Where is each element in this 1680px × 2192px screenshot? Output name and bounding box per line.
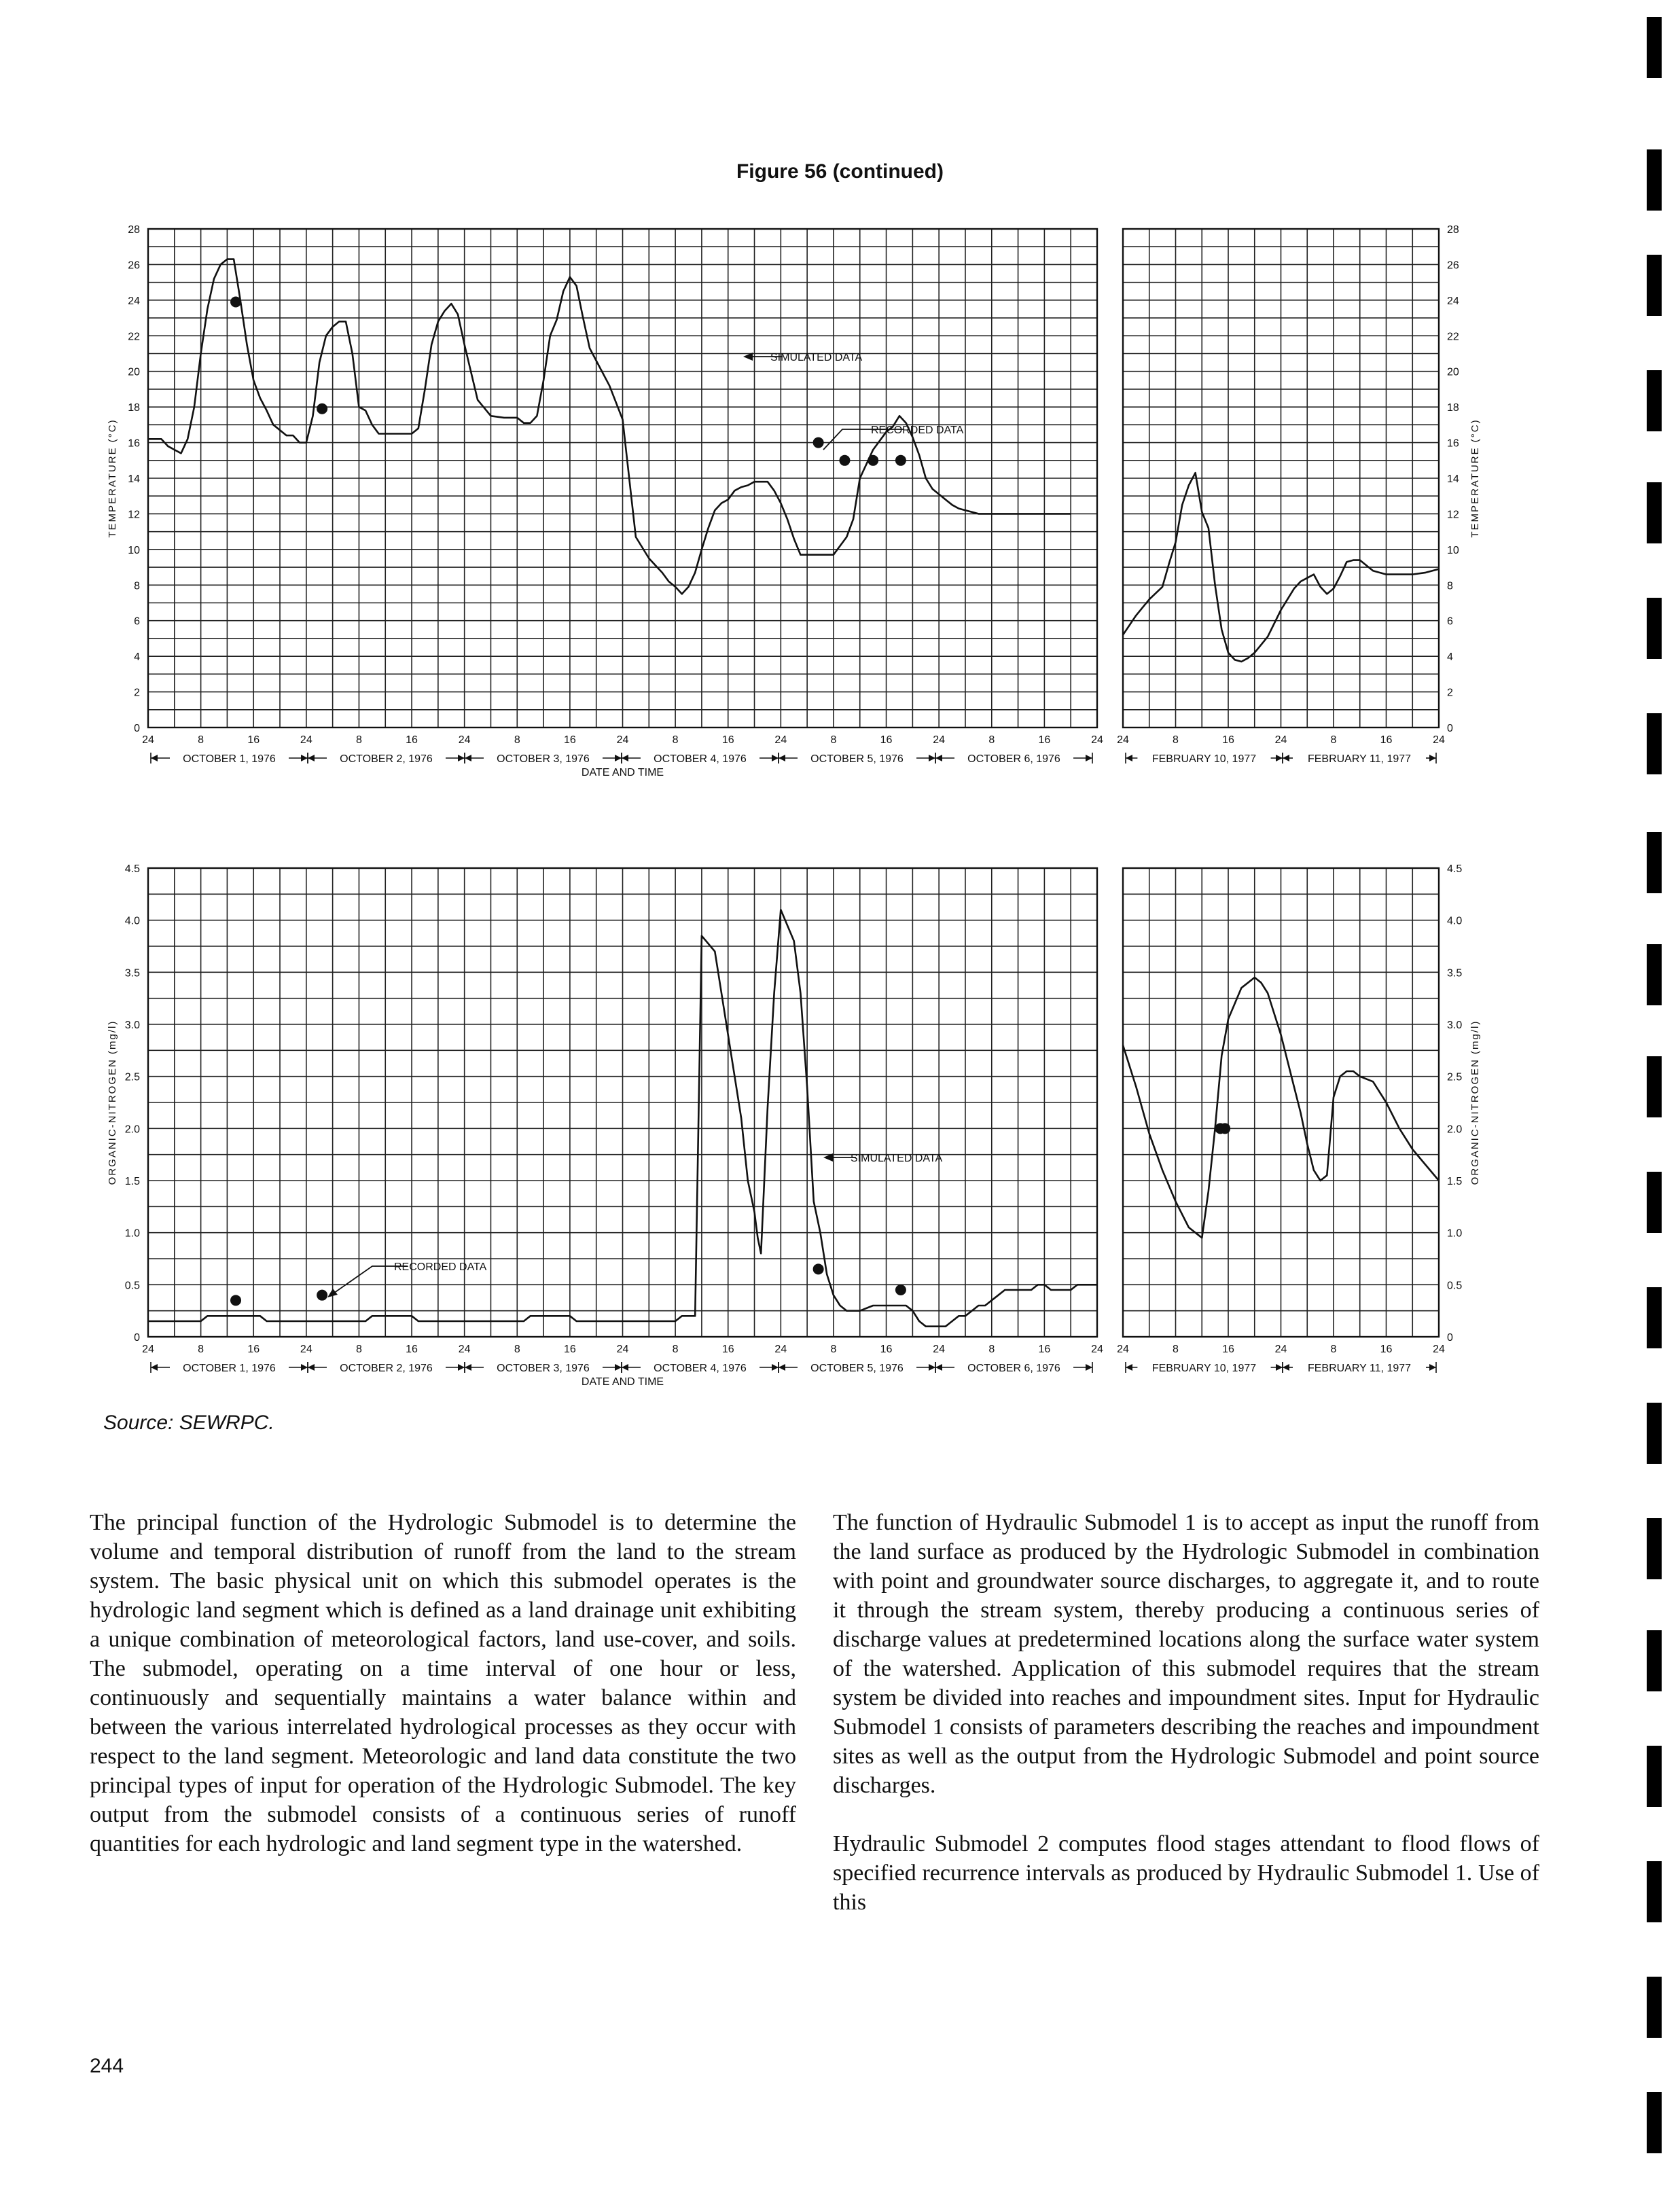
date-span-label: FEBRUARY 11, 1977 <box>1307 1363 1412 1374</box>
nitrogen-october-chart <box>107 863 1103 1388</box>
y-tick-label: 6 <box>134 615 140 628</box>
x-tick-label: 24 <box>616 1344 629 1355</box>
y-tick-label: 4.0 <box>124 915 140 927</box>
date-span-arrow <box>458 1364 465 1371</box>
date-span-label: OCTOBER 5, 1976 <box>810 1363 904 1374</box>
registration-mark <box>1647 1746 1662 1807</box>
y-tick-label: 12 <box>128 509 140 521</box>
x-tick-label: 24 <box>142 734 154 746</box>
date-span-arrow <box>935 755 942 761</box>
registration-mark <box>1647 598 1662 659</box>
date-span-arrow <box>1086 1364 1092 1371</box>
y-tick-label: 2.0 <box>124 1124 140 1136</box>
registration-mark <box>1647 1518 1662 1579</box>
x-tick-label: 8 <box>1330 1344 1337 1355</box>
date-span-arrow <box>1126 1364 1132 1371</box>
registration-mark <box>1647 482 1662 543</box>
x-tick-label: 24 <box>458 734 471 746</box>
x-tick-label: 16 <box>563 1344 576 1355</box>
date-span-arrow <box>1429 1364 1436 1371</box>
y-tick-label: 4.5 <box>1447 863 1463 875</box>
registration-mark <box>1647 1287 1662 1348</box>
date-span-arrow <box>301 1364 308 1371</box>
x-tick-label: 24 <box>1091 1344 1103 1355</box>
x-tick-label: 8 <box>1330 734 1337 746</box>
date-span-arrow <box>1283 1364 1289 1371</box>
y-tick-label: 0 <box>1447 723 1453 734</box>
x-tick-label: 16 <box>406 734 418 746</box>
x-tick-label: 8 <box>672 1344 679 1355</box>
x-tick-label: 16 <box>406 1344 418 1355</box>
recorded-data-point <box>813 437 824 448</box>
date-span-arrow <box>779 1364 785 1371</box>
x-tick-label: 24 <box>1433 734 1445 746</box>
date-span-label: OCTOBER 3, 1976 <box>497 1363 590 1374</box>
x-tick-label: 8 <box>1173 1344 1179 1355</box>
y-tick-label: 2 <box>134 687 140 699</box>
y-tick-label: 8 <box>134 580 140 592</box>
annotation-simulated: SIMULATED DATA <box>851 1153 943 1164</box>
date-span-arrow <box>151 1364 158 1371</box>
x-tick-label: 24 <box>300 734 312 746</box>
recorded-data-point <box>868 455 878 466</box>
y-tick-label: 2.0 <box>1447 1124 1463 1136</box>
x-axis-label: DATE AND TIME <box>581 767 664 778</box>
date-span-arrow <box>308 1364 315 1371</box>
y-tick-label: 4 <box>134 651 140 664</box>
registration-mark <box>1647 255 1662 316</box>
y-tick-label: 16 <box>128 437 140 450</box>
recorded-data-point <box>230 296 241 307</box>
x-axis-label: DATE AND TIME <box>581 1376 664 1388</box>
paragraph-hydrologic-submodel: The principal function of the Hydrologic Submodel is to determine the volume and temporal distribution of runoff from the land to the stream system. The basic physical unit on which this submodel operates is the hydrologic land segment which is defined as a land drainage unit exhibiting a unique combination of meteorological factors, land use-cover, and soils. The submodel, operating on a time interval of one hour or less, continuously and sequentially maintains a water balance within and between the various interrelated hydrological processes as they occur with respect to the land segment. Meteorologic and land data constitute the two principal types of input for operation of the Hydrologic Submodel. The key output from the submodel consists of a continuous series of runoff quantities for each hydrologic and land segment type in the watershed. <box>90 1510 796 1856</box>
date-span-arrow <box>772 1364 779 1371</box>
date-span-arrow <box>1429 755 1436 761</box>
y-tick-label: 3.0 <box>124 1020 140 1031</box>
y-tick-label: 6 <box>1447 615 1453 628</box>
y-tick-label: 28 <box>128 224 140 236</box>
registration-mark <box>1647 370 1662 431</box>
y-tick-label: 10 <box>1447 544 1459 556</box>
date-span-arrow <box>1086 755 1092 761</box>
y-tick-label: 20 <box>128 366 140 378</box>
y-tick-label: 2.5 <box>1447 1071 1463 1083</box>
x-tick-label: 16 <box>721 1344 734 1355</box>
x-tick-label: 24 <box>1433 1344 1445 1355</box>
date-span-label: OCTOBER 4, 1976 <box>654 1363 747 1374</box>
y-axis-label: ORGANIC-NITROGEN (mg/l) <box>1469 1020 1481 1185</box>
body-right-column <box>833 1508 1539 1946</box>
annotation-recorded: RECORDED DATA <box>871 425 964 436</box>
y-tick-label: 1.0 <box>1447 1227 1463 1240</box>
chart-grid <box>148 868 1097 1337</box>
y-tick-label: 4.0 <box>1447 915 1463 927</box>
recorded-data-point <box>895 455 906 466</box>
registration-mark <box>1647 1172 1662 1233</box>
recorded-data-point <box>317 1290 327 1301</box>
y-tick-label: 2.5 <box>124 1071 140 1083</box>
x-tick-label: 24 <box>933 734 946 746</box>
y-tick-label: 26 <box>1447 259 1459 272</box>
y-tick-label: 14 <box>1447 473 1459 485</box>
date-span-arrow <box>622 1364 628 1371</box>
x-tick-label: 8 <box>1173 734 1179 746</box>
y-tick-label: 18 <box>1447 402 1459 414</box>
x-tick-label: 16 <box>1380 734 1393 746</box>
x-tick-label: 24 <box>1117 1344 1129 1355</box>
y-tick-label: 0 <box>1447 1332 1453 1344</box>
y-tick-label: 4.5 <box>124 863 140 875</box>
recorded-data-point <box>895 1284 906 1295</box>
chart-grid <box>148 229 1097 727</box>
date-span-arrow <box>1276 1364 1283 1371</box>
chart-grid <box>1123 868 1439 1337</box>
date-span-arrow <box>1283 755 1289 761</box>
x-tick-label: 24 <box>300 1344 312 1355</box>
y-tick-label: 2 <box>1447 687 1453 699</box>
y-tick-label: 0.5 <box>1447 1280 1463 1292</box>
recorded-data-point <box>317 403 327 414</box>
y-tick-label: 20 <box>1447 366 1459 378</box>
x-tick-label: 16 <box>880 734 893 746</box>
recorded-data-point <box>230 1295 241 1306</box>
date-span-arrow <box>1276 755 1283 761</box>
recorded-data-point <box>839 455 850 466</box>
x-tick-label: 24 <box>1117 734 1129 746</box>
date-span-arrow <box>151 755 158 761</box>
paragraph-hydraulic-submodel-1: The function of Hydraulic Submodel 1 is to accept as input the runoff from the land surface as produced by the Hydrologic Submodel in combination with point and groundwater source discharges, to aggregate it, and to route it through the stream system, thereby producing a continuous series of discharge values at predetermined locations along the surface water system of the watershed. Application of this submodel requires that the stream system be divided into reaches and impoundment sites. Input for Hydraulic Submodel 1 consists of parameters describing the reaches and impoundment sites as well as the output from the Hydrologic Submodel and point source discharges. <box>833 1510 1539 1798</box>
date-span-arrow <box>465 755 471 761</box>
figure-title: Figure 56 (continued) <box>736 160 944 183</box>
y-tick-label: 3.5 <box>124 967 140 980</box>
x-tick-label: 16 <box>880 1344 893 1355</box>
date-span-arrow <box>615 1364 622 1371</box>
x-tick-label: 24 <box>774 734 787 746</box>
date-span-label: OCTOBER 4, 1976 <box>654 753 747 765</box>
registration-mark <box>1647 149 1662 211</box>
registration-mark <box>1647 1403 1662 1464</box>
y-tick-label: 1.5 <box>124 1176 140 1187</box>
y-tick-label: 16 <box>1447 437 1459 450</box>
date-span-label: OCTOBER 3, 1976 <box>497 753 590 765</box>
date-span-label: FEBRUARY 10, 1977 <box>1151 753 1257 765</box>
x-tick-label: 24 <box>933 1344 946 1355</box>
y-tick-label: 0 <box>134 1332 140 1344</box>
y-tick-label: 28 <box>1447 224 1459 236</box>
y-tick-label: 3.0 <box>1447 1020 1463 1031</box>
x-tick-label: 24 <box>458 1344 471 1355</box>
y-tick-label: 1.5 <box>1447 1176 1463 1187</box>
x-tick-label: 24 <box>1274 1344 1287 1355</box>
x-tick-label: 8 <box>830 734 837 746</box>
date-span-label: FEBRUARY 11, 1977 <box>1307 753 1412 765</box>
date-span-label: OCTOBER 6, 1976 <box>967 753 1060 765</box>
y-tick-label: 22 <box>1447 331 1459 343</box>
x-tick-label: 8 <box>355 734 362 746</box>
x-tick-label: 16 <box>1038 1344 1051 1355</box>
x-tick-label: 8 <box>514 734 520 746</box>
date-span-arrow <box>1126 755 1132 761</box>
y-tick-label: 18 <box>128 402 140 414</box>
date-span-arrow <box>465 1364 471 1371</box>
registration-mark <box>1647 2092 1662 2153</box>
temperature-february-chart <box>1117 224 1481 765</box>
date-span-label: OCTOBER 2, 1976 <box>340 753 433 765</box>
y-tick-label: 0 <box>134 723 140 734</box>
x-tick-label: 24 <box>616 734 629 746</box>
registration-mark <box>1647 1056 1662 1117</box>
x-tick-label: 16 <box>247 1344 260 1355</box>
y-tick-label: 10 <box>128 544 140 556</box>
registration-mark <box>1647 832 1662 893</box>
y-tick-label: 24 <box>1447 295 1459 307</box>
y-tick-label: 3.5 <box>1447 967 1463 980</box>
x-tick-label: 16 <box>1380 1344 1393 1355</box>
date-span-arrow <box>779 755 785 761</box>
x-tick-label: 8 <box>514 1344 520 1355</box>
registration-mark <box>1647 17 1662 78</box>
y-axis-label: ORGANIC-NITROGEN (mg/l) <box>107 1020 118 1185</box>
date-span-arrow <box>301 755 308 761</box>
annotation-simulated: SIMULATED DATA <box>770 352 863 363</box>
y-tick-label: 1.0 <box>124 1227 140 1240</box>
y-tick-label: 22 <box>128 331 140 343</box>
x-tick-label: 24 <box>774 1344 787 1355</box>
x-tick-label: 8 <box>830 1344 837 1355</box>
y-tick-label: 4 <box>1447 651 1453 664</box>
date-span-arrow <box>929 755 935 761</box>
x-tick-label: 8 <box>672 734 679 746</box>
x-tick-label: 8 <box>988 1344 995 1355</box>
y-tick-label: 8 <box>1447 580 1453 592</box>
date-span-label: OCTOBER 1, 1976 <box>183 753 276 765</box>
x-tick-label: 24 <box>1091 734 1103 746</box>
recorded-data-point <box>813 1263 824 1274</box>
date-span-arrow <box>615 755 622 761</box>
x-tick-label: 8 <box>355 1344 362 1355</box>
nitrogen-february-chart <box>1117 863 1481 1374</box>
y-tick-label: 24 <box>128 295 140 307</box>
registration-mark <box>1647 1977 1662 2038</box>
body-left-column <box>90 1508 796 1888</box>
x-tick-label: 16 <box>1222 1344 1234 1355</box>
date-span-label: OCTOBER 2, 1976 <box>340 1363 433 1374</box>
chart-grid <box>1123 229 1439 727</box>
date-span-arrow <box>772 755 779 761</box>
date-span-arrow <box>929 1364 935 1371</box>
paragraph-hydraulic-submodel-2: Hydraulic Submodel 2 computes flood stages attendant to flood flows of specified recurrence intervals as produced by Hydraulic Submodel 1. Use of this <box>833 1831 1539 1915</box>
y-tick-label: 12 <box>1447 509 1459 521</box>
date-span-label: OCTOBER 1, 1976 <box>183 1363 276 1374</box>
recorded-data-point <box>1219 1123 1230 1134</box>
y-tick-label: 14 <box>128 473 140 485</box>
x-tick-label: 16 <box>1038 734 1051 746</box>
date-span-arrow <box>458 755 465 761</box>
x-tick-label: 16 <box>1222 734 1234 746</box>
y-tick-label: 26 <box>128 259 140 272</box>
x-tick-label: 24 <box>1274 734 1287 746</box>
date-span-label: OCTOBER 5, 1976 <box>810 753 904 765</box>
date-span-arrow <box>622 755 628 761</box>
registration-mark <box>1647 944 1662 1005</box>
x-tick-label: 16 <box>563 734 576 746</box>
x-tick-label: 16 <box>721 734 734 746</box>
registration-mark <box>1647 713 1662 774</box>
date-span-label: OCTOBER 6, 1976 <box>967 1363 1060 1374</box>
date-span-arrow <box>935 1364 942 1371</box>
source-note: Source: SEWRPC. <box>103 1412 274 1434</box>
x-tick-label: 8 <box>198 734 204 746</box>
page-number: 244 <box>90 2055 124 2077</box>
y-axis-label: TEMPERATURE (°C) <box>1469 418 1481 538</box>
x-tick-label: 8 <box>988 734 995 746</box>
x-tick-label: 8 <box>198 1344 204 1355</box>
date-span-label: FEBRUARY 10, 1977 <box>1151 1363 1257 1374</box>
y-tick-label: 0.5 <box>124 1280 140 1292</box>
registration-mark <box>1647 1861 1662 1922</box>
date-span-arrow <box>308 755 315 761</box>
annotation-recorded: RECORDED DATA <box>394 1261 487 1273</box>
temperature-october-chart <box>107 224 1103 778</box>
registration-mark <box>1647 1630 1662 1691</box>
x-tick-label: 16 <box>247 734 260 746</box>
y-axis-label: TEMPERATURE (°C) <box>107 418 118 538</box>
x-tick-label: 24 <box>142 1344 154 1355</box>
